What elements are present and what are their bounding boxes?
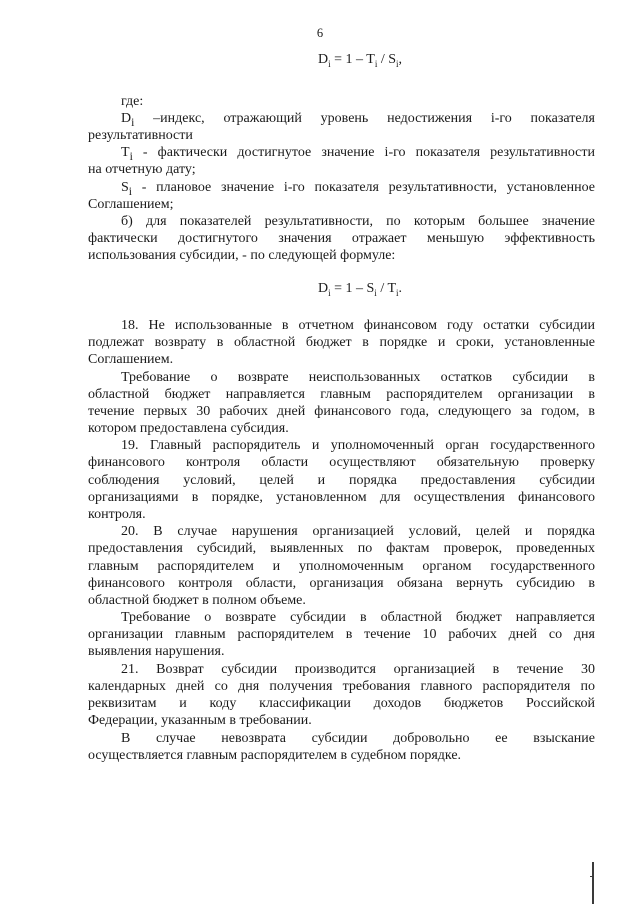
text-line: подлежат возврату в областной бюджет в порядке и сроки, установленные bbox=[88, 335, 595, 350]
text-line: 19. Главный распорядитель и уполномоченный орган государственного bbox=[121, 438, 595, 453]
text-line: предоставления субсидий, выявленных по фактам проверок, проведенных bbox=[88, 541, 595, 556]
text-line: фактически достигнутого значения отражает меньшую эффективность bbox=[88, 231, 595, 246]
text-line: течение первых 30 рабочих дней финансового года, следующего за годом, в bbox=[88, 404, 595, 419]
text-line: 20. В случае нарушения организацией условий, целей и порядка bbox=[121, 524, 595, 539]
text-line: календарных дней со дня получения требования главного распорядителя по bbox=[88, 679, 595, 694]
text-line: областной бюджет в полном объеме. bbox=[88, 593, 306, 608]
formula-di-si-ti: $D_i = 1 - S_i / T_i$. bbox=[317, 281, 403, 298]
text-line: финансового контроля области осуществляют обязательную проверку bbox=[88, 455, 595, 470]
text-line: $T_i$ - фактически достигнутое значение i-го показателя результативности bbox=[121, 145, 595, 163]
scan-artifact-line bbox=[592, 862, 594, 904]
formula-di-ti-si: $D_i = 1 - T_i / S_i$, bbox=[317, 52, 403, 69]
scan-artifact-tick bbox=[590, 876, 594, 877]
text-line: областной бюджет направляется главным распорядителем организации в bbox=[88, 387, 595, 402]
text-line: $D_i$ –индекс, отражающий уровень недостижения i-го показателя bbox=[121, 111, 595, 129]
text-line: Соглашением. bbox=[88, 352, 174, 367]
text-line: на отчетную дату; bbox=[88, 162, 196, 177]
page-number: 6 bbox=[316, 26, 324, 40]
text-line: выявления нарушения. bbox=[88, 644, 225, 659]
text-line: реквизитам и коду классификации доходов бюджетов Российской bbox=[88, 696, 595, 711]
text-line: Требование о возврате субсидии в областной бюджет направляется bbox=[121, 610, 595, 625]
text-line: организациями в порядке, установленном для осуществления финансового bbox=[88, 490, 595, 505]
text-line: 18. Не использованные в отчетном финансовом году остатки субсидии bbox=[121, 318, 595, 333]
text-line: б) для показателей результативности, по которым большее значение bbox=[121, 214, 595, 229]
text-line: Федерации, указанным в требовании. bbox=[88, 713, 312, 728]
text-line: 21. Возврат субсидии производится организацией в течение 30 bbox=[121, 662, 595, 677]
text-line: В случае невозврата субсидии добровольно ее взыскание bbox=[121, 731, 595, 746]
text-line: соблюдения условий, целей и порядка предоставления субсидии bbox=[88, 473, 595, 488]
text-line: осуществляется главным распорядителем в судебном порядке. bbox=[88, 748, 462, 763]
text-line: котором предоставлена субсидия. bbox=[88, 421, 289, 436]
text-line: $S_i$ - плановое значение i-го показателя результативности, установленное bbox=[121, 180, 595, 198]
text-line: Требование о возврате неиспользованных остатков субсидии в bbox=[121, 370, 595, 385]
text-line: использования субсидии, - по следующей формуле: bbox=[88, 248, 396, 263]
text-line: Соглашением; bbox=[88, 197, 174, 212]
text-line: финансового контроля области, организация обязана вернуть субсидию в bbox=[88, 576, 595, 591]
text-line: главным распорядителем и уполномоченным органом государственного bbox=[88, 559, 595, 574]
text-line: контроля. bbox=[88, 507, 146, 522]
text-line: результативности bbox=[88, 128, 193, 143]
text-line: организации главным распорядителем в течение 10 рабочих дней со дня bbox=[88, 627, 595, 642]
text-line: где: bbox=[121, 94, 144, 109]
